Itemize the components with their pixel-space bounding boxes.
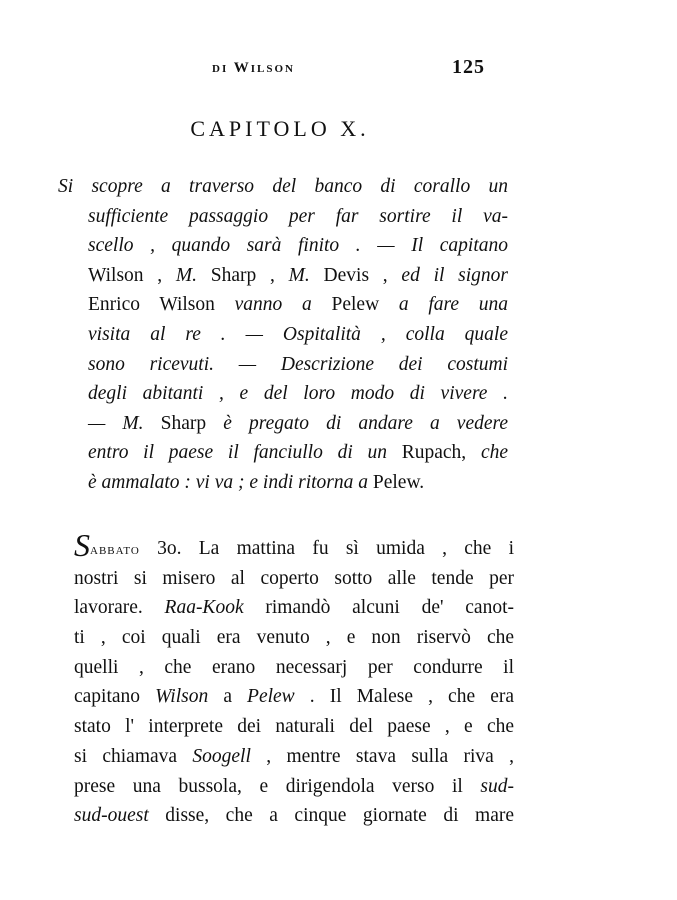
summary-text: Rupach, bbox=[401, 442, 467, 464]
body-text: lavorare. bbox=[74, 597, 143, 619]
body-text: sud- bbox=[480, 775, 514, 797]
body-text: si chiamava bbox=[74, 745, 178, 767]
body-line bbox=[74, 682, 514, 712]
summary-text: che bbox=[480, 442, 508, 464]
body-text: Soogell bbox=[192, 745, 251, 767]
day-name: abbato bbox=[90, 542, 140, 558]
body-line: quelli , che erano necessarj per condurre il bbox=[74, 656, 514, 678]
page-number: 125 bbox=[452, 56, 485, 78]
summary-text: entro il paese il fanciullo di un bbox=[88, 442, 387, 464]
summary-text: — M. bbox=[88, 412, 144, 434]
summary-text: Pelew bbox=[331, 294, 380, 316]
body-line bbox=[74, 527, 515, 564]
body-paragraph bbox=[74, 527, 515, 831]
body-line bbox=[74, 801, 514, 831]
body-line: stato l' interprete dei naturali del paese , e che bbox=[74, 716, 514, 738]
summary-line: sufficiente passaggio per far sortire il va- bbox=[88, 205, 508, 227]
body-text: rimandò alcuni de' canot- bbox=[265, 597, 514, 619]
body-text: Wilson bbox=[155, 686, 209, 708]
summary-text: Pelew. bbox=[372, 471, 425, 493]
summary-text: vanno a bbox=[234, 294, 312, 316]
summary-text: ed il signor bbox=[401, 264, 509, 286]
running-head-title: di Wilson bbox=[212, 60, 295, 76]
body-line bbox=[74, 593, 514, 623]
summary-line: degli abitanti , e del loro modo di vivere . bbox=[88, 383, 508, 405]
chapter-title: CAPITOLO X. bbox=[190, 116, 370, 141]
summary-line bbox=[58, 468, 508, 498]
summary-line bbox=[58, 261, 508, 291]
summary-text: è ammalato : vi va ; e indi ritorna a bbox=[88, 471, 368, 493]
summary-text: è pregato di andare a vedere bbox=[223, 412, 509, 434]
summary-line: visita al re . — Ospitalità , colla quale bbox=[88, 323, 508, 345]
body-text: Raa-Kook bbox=[164, 597, 244, 619]
summary-text: Devis , bbox=[323, 264, 388, 286]
body-text: sud-ouest bbox=[74, 805, 149, 827]
body-line bbox=[74, 742, 514, 772]
drop-cap: S bbox=[74, 527, 90, 563]
body-text: prese una bussola, e dirigendola verso il bbox=[74, 775, 463, 797]
body-text: 3o. La mattina fu sì umida , che i bbox=[157, 538, 515, 559]
body-text: a bbox=[223, 686, 232, 708]
running-head bbox=[0, 56, 677, 86]
summary-text: Enrico Wilson bbox=[88, 294, 215, 316]
summary-text: M. bbox=[175, 264, 198, 286]
body-line bbox=[74, 772, 514, 802]
body-line: ti , coi quali era venuto , e non riservò che bbox=[74, 627, 514, 649]
body-line: nostri si misero al coperto sotto alle tende per bbox=[74, 567, 514, 589]
summary-text: Sharp bbox=[160, 412, 207, 434]
summary-line bbox=[58, 438, 508, 468]
summary-line: Si scopre a traverso del banco di corallo un bbox=[58, 176, 508, 197]
body-text: disse, che a cinque giornate di mare bbox=[165, 805, 514, 827]
summary-text: M. bbox=[288, 264, 310, 286]
body-text: Pelew bbox=[247, 686, 295, 708]
summary-line bbox=[58, 409, 508, 439]
body-text: . Il Malese , che era bbox=[309, 686, 514, 708]
body-text: capitano bbox=[74, 686, 141, 708]
summary-line: scello , quando sarà finito . — Il capitano bbox=[88, 235, 508, 257]
summary-line: sono ricevuti. — Descrizione dei costumi bbox=[88, 353, 508, 375]
summary-text: Sharp , bbox=[210, 264, 275, 286]
summary-text: a fare una bbox=[398, 294, 509, 316]
summary-line bbox=[58, 290, 508, 320]
body-text: , mentre stava sulla riva , bbox=[266, 745, 515, 767]
summary-text: Wilson , bbox=[88, 264, 163, 286]
chapter-summary bbox=[58, 172, 508, 498]
